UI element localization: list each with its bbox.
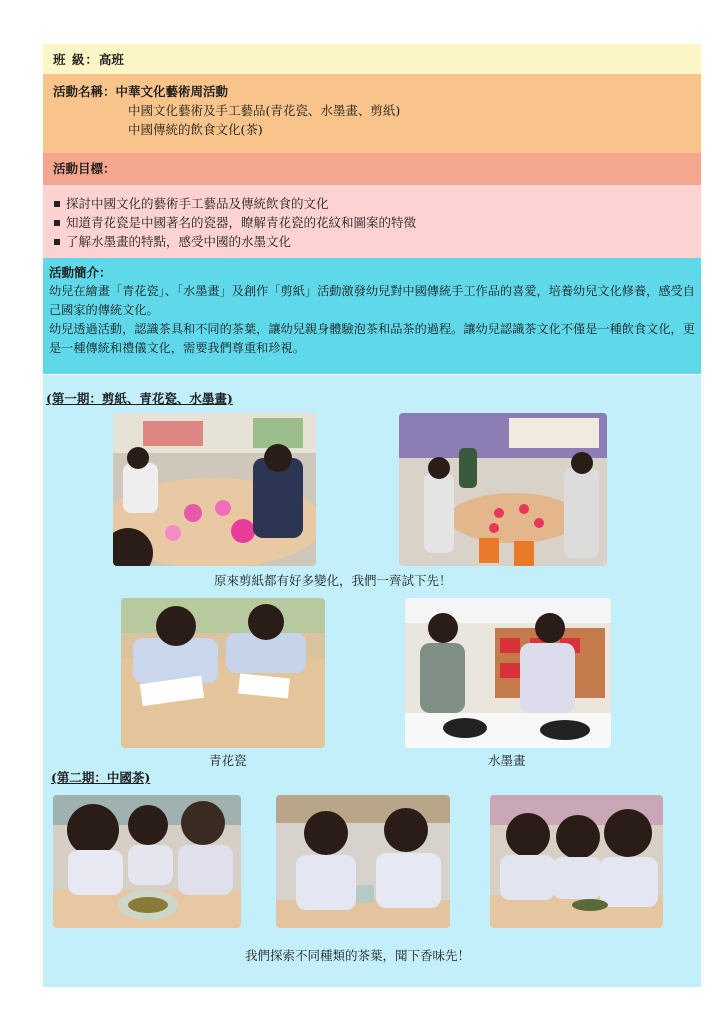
photo-ink-painting <box>405 598 611 748</box>
activity-name-row <box>43 74 701 153</box>
goal-item: 知道青花瓷是中國著名的瓷器，瞭解青花瓷的花紋和圖案的特徵 <box>53 213 701 232</box>
goals-label: 活動目標： <box>53 161 116 176</box>
phase2-heading: (第二期：中國茶) <box>51 770 151 785</box>
photo-papercut-classroom <box>399 413 607 566</box>
activity-line: 中國傳統的飲食文化(茶) <box>128 122 263 137</box>
photo-tea-smelling <box>490 795 663 928</box>
class-value: 高班 <box>98 52 124 67</box>
caption-papercut: 原來剪紙都有好多變化，我們一齊試下先！ <box>214 573 452 588</box>
class-row <box>43 44 701 74</box>
caption-tea: 我們探索不同種類的茶葉，聞下香味先！ <box>245 948 471 963</box>
caption-ink-painting: 水墨畫 <box>488 753 526 768</box>
photo-porcelain-drawing <box>121 598 325 748</box>
activity-line: 中國文化藝術及手工藝品(青花瓷、水墨畫、剪紙) <box>128 103 401 118</box>
photo-tea-bowl <box>53 795 241 928</box>
activity-sheet <box>43 44 701 987</box>
photo-tea-cup <box>276 795 450 928</box>
photo-gallery <box>43 375 701 987</box>
intro-paragraph: 幼兒透過活動，認識茶具和不同的茶葉，讓幼兒親身體驗泡茶和品茶的過程。讓幼兒認識茶文化不僅是一種飲食文化，更是一種傳統和禮儀文化，需要我們尊重和珍視。 <box>49 322 695 355</box>
goal-item: 探討中國文化的藝術手工藝品及傳統飲食的文化 <box>53 194 701 213</box>
caption-porcelain: 青花瓷 <box>209 753 247 768</box>
phase1-heading: (第一期：剪紙、青花瓷、水墨畫) <box>46 391 233 406</box>
intro-label: 活動簡介： <box>49 265 112 280</box>
activity-title: 中華文化藝術周活動 <box>115 84 229 99</box>
goal-item: 了解水墨畫的特點，感受中國的水墨文化 <box>53 232 701 251</box>
photo-papercut-table <box>113 413 316 566</box>
class-label: 班 級： <box>53 52 99 67</box>
intro-paragraph: 幼兒在繪畫「青花瓷」、「水墨畫」及創作「剪紙」活動激發幼兒對中國傳統手工作品的喜愛，培養幼兒文化修養，感受自己國家的傳統文化。 <box>49 284 695 317</box>
activity-name-label: 活動名稱： <box>53 84 116 99</box>
intro-section <box>43 258 701 374</box>
goals-header-row <box>43 153 701 185</box>
goals-list <box>43 185 701 258</box>
